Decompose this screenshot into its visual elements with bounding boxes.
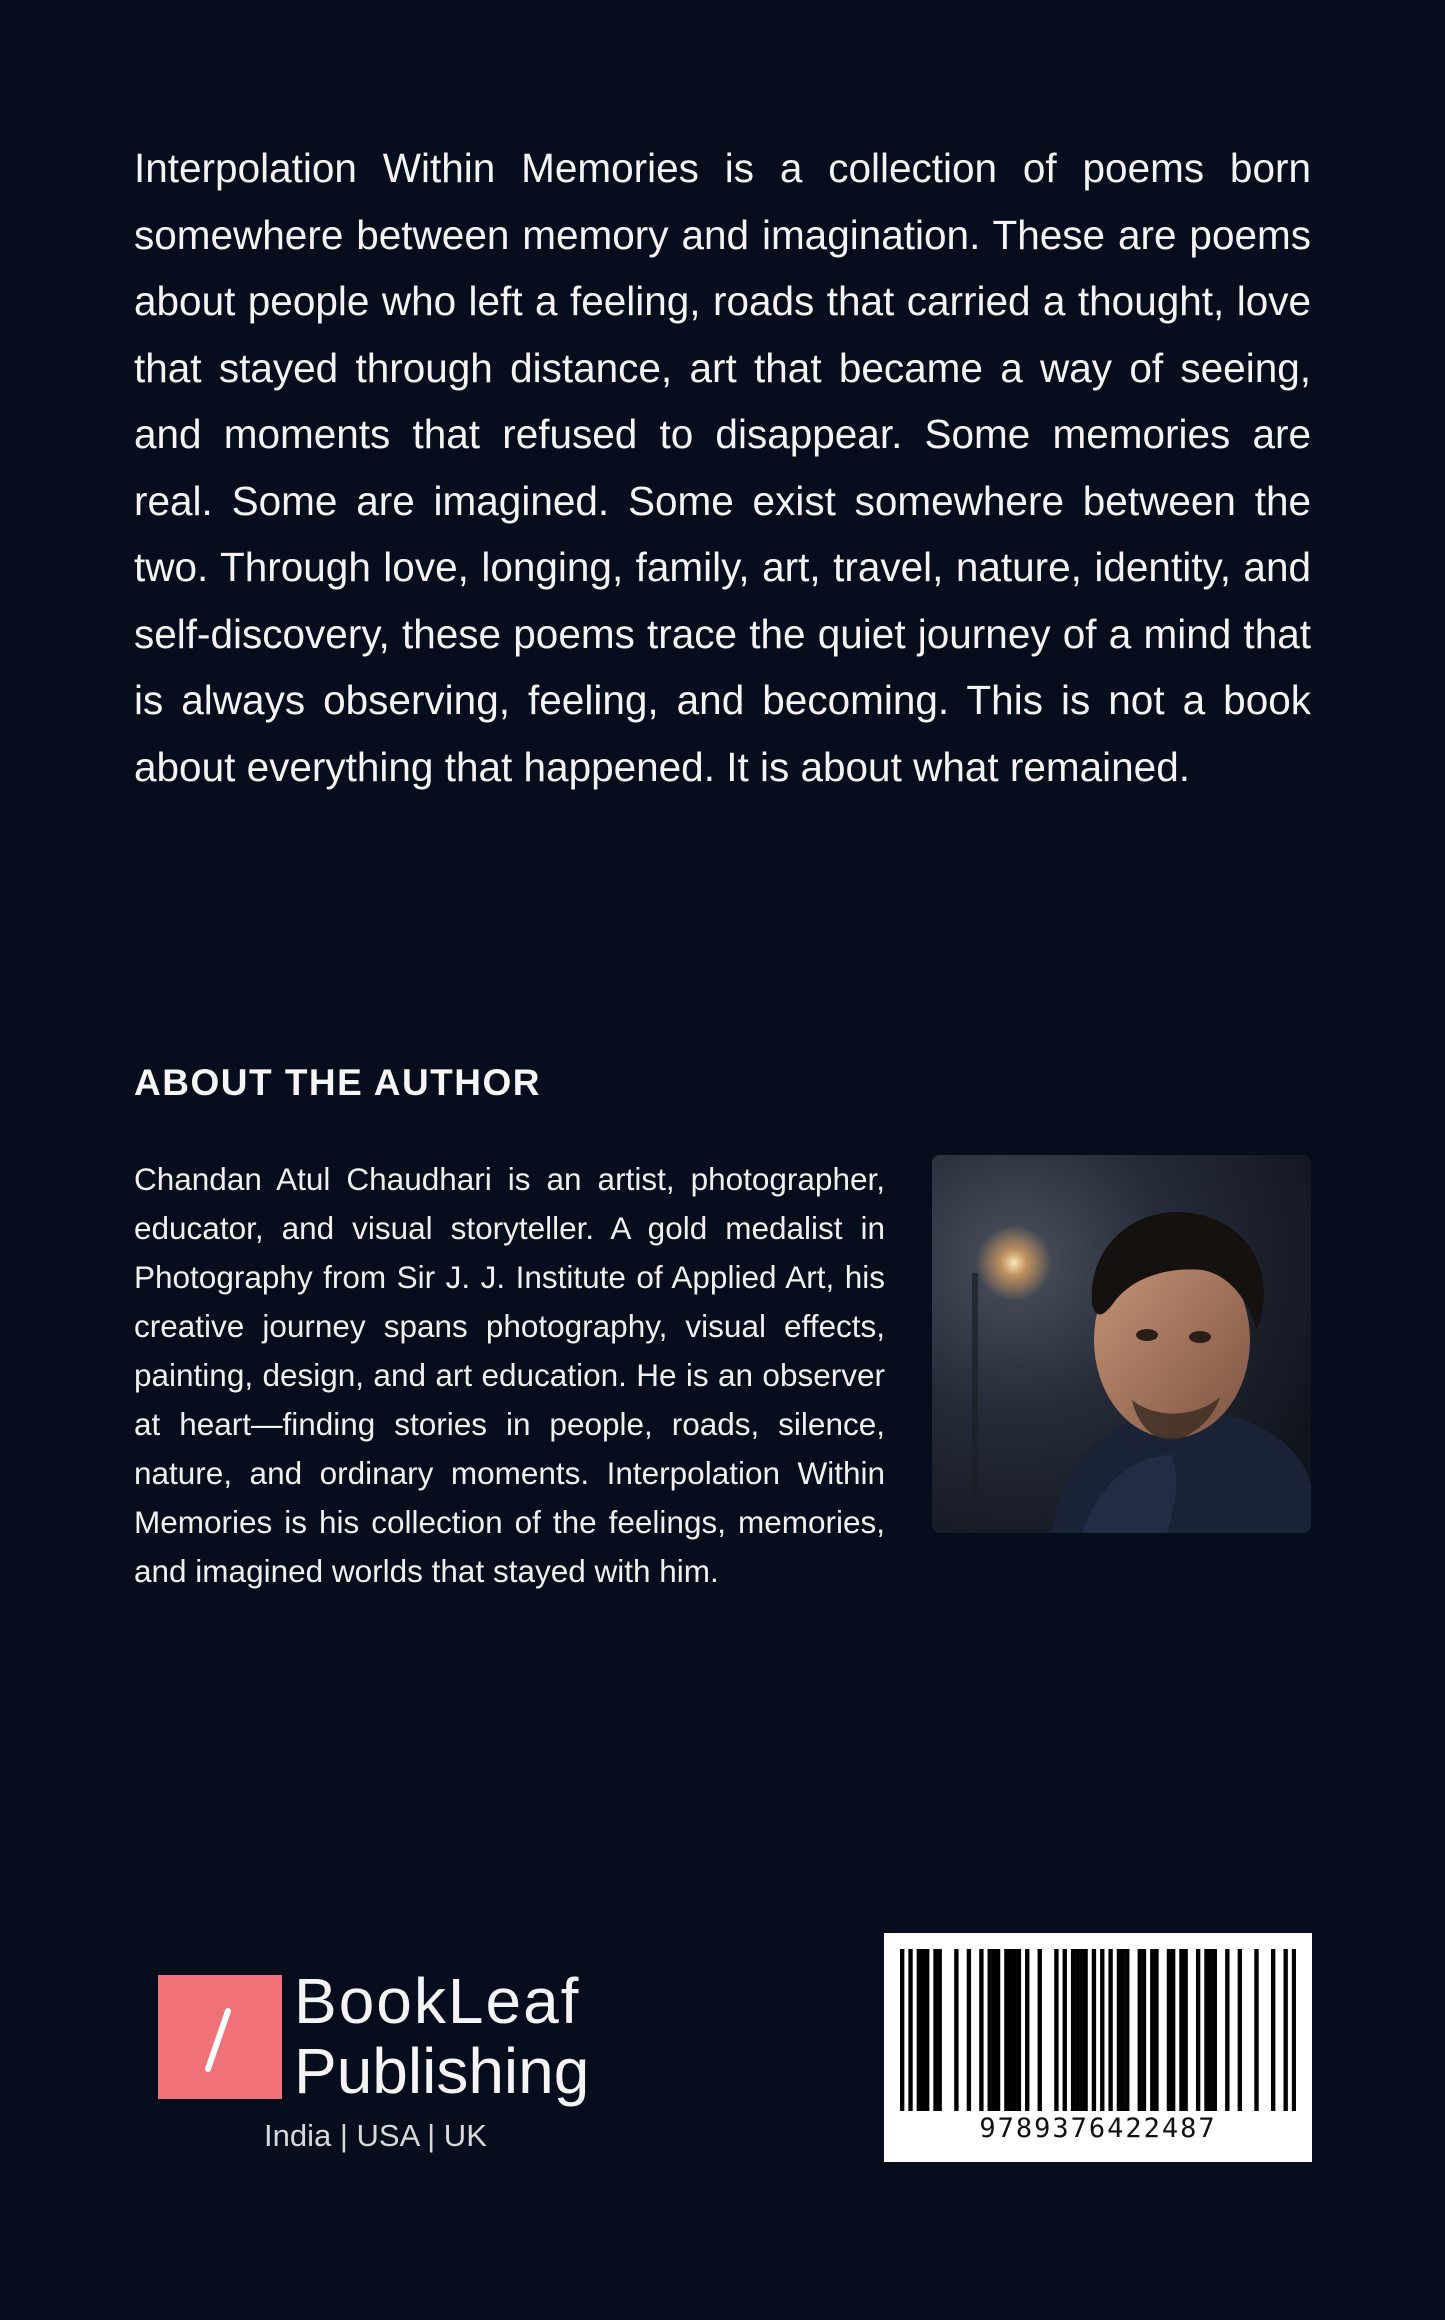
barcode-bar [1204, 1949, 1208, 2111]
barcode-bar [1121, 1949, 1125, 2111]
barcode-bar [1150, 1949, 1154, 2111]
barcode-bar [1117, 1949, 1121, 2111]
book-description: Interpolation Within Memories is a collection of poems born somewhere between memory and imagination. These are poems about people who left a feeling, roads that carried a thought, love that stayed through distance, art that became a way of seeing, and moments that refused to disappear. Some memories are real. Some are imagined. Some exist somewhere between the two. Through love, longing, family, art, travel, nature, identity, and self-discovery, these poems trace the quiet journey of a mind that is always observing, feeling, and becoming. This is not a book about everything that happened. It is about what remained. [134, 145, 1311, 790]
barcode-bar [1125, 1949, 1129, 2111]
publisher-regions: India | USA | UK [264, 2118, 487, 2153]
publisher-name-line1: BookLeaf [294, 1965, 581, 2037]
barcode-bar [1017, 1949, 1021, 2111]
leaf-slash-icon [158, 1975, 282, 2099]
barcode-bar [917, 1949, 921, 2111]
publisher-name-line2: Publishing [294, 2035, 590, 2107]
barcode-bar [1008, 1949, 1012, 2111]
barcode-bar [921, 1949, 925, 2111]
barcode-bar [1171, 1949, 1175, 2111]
barcode-bar [1100, 1949, 1104, 2111]
barcode-bars [900, 1949, 1296, 2111]
barcode-bar [925, 1949, 929, 2111]
barcode-bar [1183, 1949, 1187, 2111]
barcode-bar [988, 1949, 992, 2111]
barcode-bar [1004, 1949, 1008, 2111]
barcode-bar [1179, 1949, 1183, 2111]
barcode-bar [996, 1949, 1000, 2111]
barcode-bar [1108, 1949, 1112, 2111]
barcode-bar [1063, 1949, 1067, 2111]
barcode-bar [1092, 1949, 1096, 2111]
barcode-bar [1071, 1949, 1075, 2111]
barcode-bar [1225, 1949, 1229, 2111]
barcode-bar [908, 1949, 912, 2111]
barcode-bar [1154, 1949, 1158, 2111]
barcode-bar [1054, 1949, 1058, 2111]
barcode-bar [992, 1949, 996, 2111]
author-bio: Chandan Atul Chaudhari is an artist, photographer, educator, and visual storyteller. A gold medalist in Photography from Sir J. J. Institute of Applied Art, his creative journey spans photography, visual effects, painting, design, and art education. He is an observer at heart—finding stories in people, roads, silence, nature, and ordinary moments. Interpolation Within Memories is his collection of the feelings, memories, and imagined worlds that stayed with him. [134, 1161, 885, 1589]
barcode-bar [938, 1949, 942, 2111]
barcode-bar [979, 1949, 983, 2111]
barcode-bar [900, 1949, 904, 2111]
barcode-bar [1075, 1949, 1079, 2111]
barcode-bar [933, 1949, 937, 2111]
barcode-bar [1238, 1949, 1242, 2111]
barcode-bar [1013, 1949, 1017, 2111]
barcode-bar [1025, 1949, 1029, 2111]
barcode-bar [1213, 1949, 1217, 2111]
barcode-bar [1079, 1949, 1083, 2111]
about-author-heading: ABOUT THE AUTHOR [134, 1062, 541, 1103]
publisher-logo [156, 1965, 636, 2162]
isbn-barcode [884, 1933, 1312, 2162]
barcode-bar [967, 1949, 971, 2111]
barcode-bar [1167, 1949, 1171, 2111]
barcode-bar [1271, 1949, 1275, 2111]
barcode-bar [1142, 1949, 1146, 2111]
barcode-bar [1208, 1949, 1212, 2111]
barcode-bar [1292, 1949, 1296, 2111]
barcode-bar [1038, 1949, 1042, 2111]
barcode-bar [1138, 1949, 1142, 2111]
barcode-bar [1083, 1949, 1087, 2111]
barcode-bar [1254, 1949, 1258, 2111]
barcode-bar [954, 1949, 958, 2111]
isbn-number: 9789376422487 [979, 2113, 1217, 2144]
author-photo [932, 1155, 1311, 1533]
barcode-bar [1196, 1949, 1200, 2111]
barcode-bar [1283, 1949, 1287, 2111]
